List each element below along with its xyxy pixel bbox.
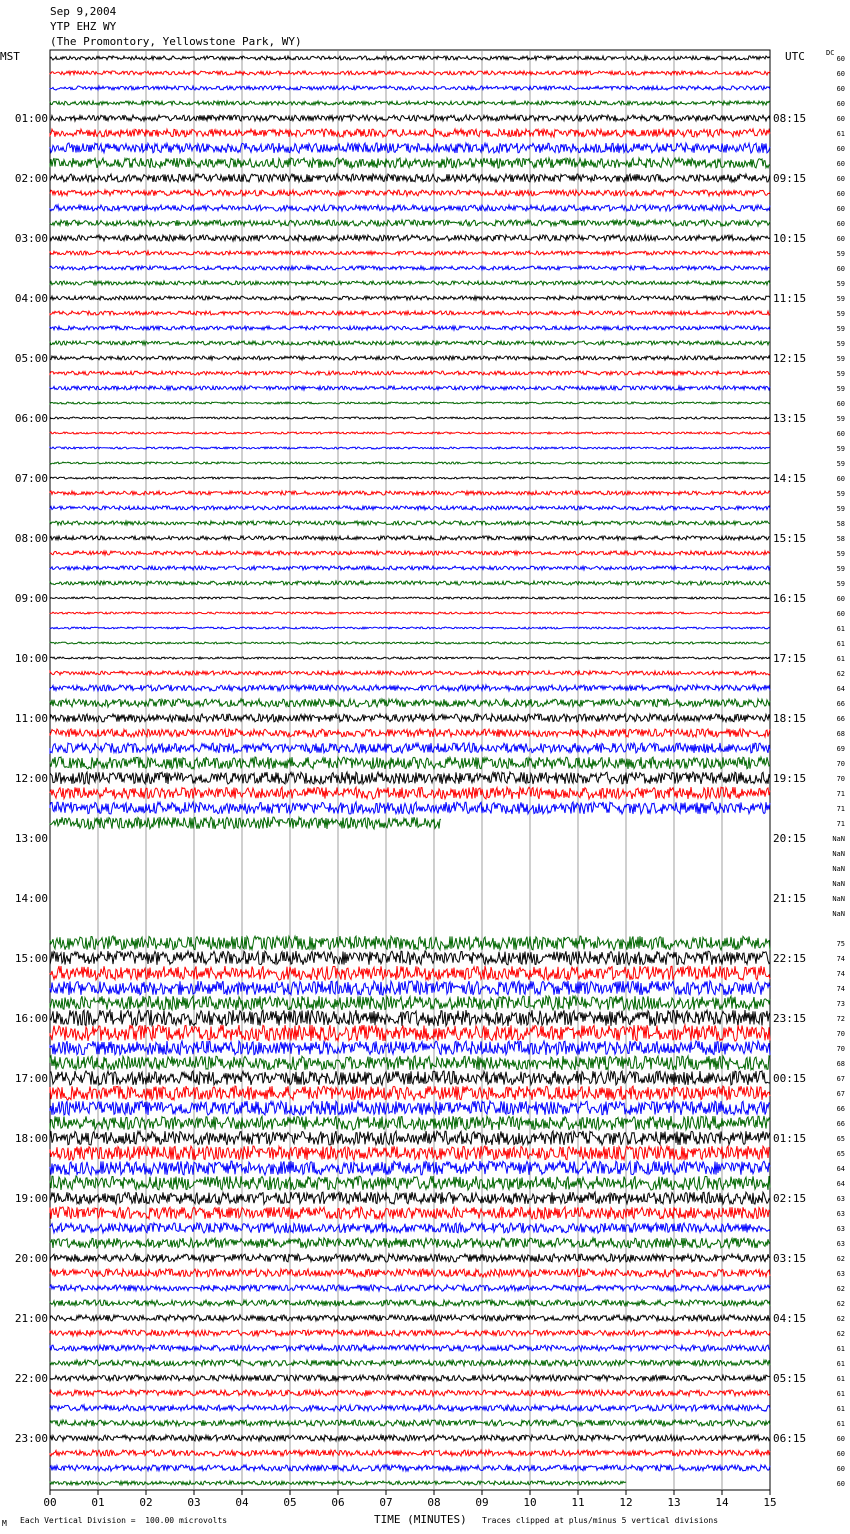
trace-line <box>50 326 770 330</box>
right-hour-label: 22:15 <box>773 952 807 965</box>
dc-value: 60 <box>836 595 845 603</box>
x-axis-ticks <box>43 1490 776 1509</box>
trace-line <box>50 477 770 479</box>
dc-value: 63 <box>836 1240 845 1248</box>
right-hour-label: 09:15 <box>773 172 807 185</box>
dc-value: 65 <box>836 1150 845 1158</box>
dc-value: 63 <box>836 1210 845 1218</box>
trace-line <box>50 581 770 585</box>
dc-value: 60 <box>836 175 845 183</box>
dc-value: 58 <box>836 520 845 528</box>
right-hour-label: 21:15 <box>773 892 807 905</box>
dc-value: 59 <box>836 580 845 588</box>
dc-value: 73 <box>836 1000 845 1008</box>
dc-value: 67 <box>836 1075 845 1083</box>
right-hour-label: 01:15 <box>773 1132 807 1145</box>
dc-value: 69 <box>836 745 845 753</box>
dc-value: 60 <box>836 1435 845 1443</box>
right-hour-label: 04:15 <box>773 1312 807 1325</box>
dc-value: 61 <box>836 625 845 633</box>
trace-line <box>50 657 770 659</box>
trace-line <box>50 1405 770 1411</box>
dc-value: 60 <box>836 70 845 78</box>
dc-value: 59 <box>836 550 845 558</box>
dc-value: 59 <box>836 460 845 468</box>
dc-value: 68 <box>836 1060 845 1068</box>
dc-value: 59 <box>836 490 845 498</box>
dc-value: 59 <box>836 280 845 288</box>
trace-line <box>50 699 770 707</box>
dc-value: 59 <box>836 325 845 333</box>
trace-line <box>50 462 770 464</box>
footer-mark: M <box>2 1519 7 1528</box>
scale-note: Each Vertical Division = 100.00 microvolts <box>20 1516 228 1525</box>
dc-value: 61 <box>836 1390 845 1398</box>
dc-value: 66 <box>836 1105 845 1113</box>
trace-line <box>50 1360 770 1366</box>
dc-value: 66 <box>836 715 845 723</box>
right-hour-label: 13:15 <box>773 412 807 425</box>
dc-value: 60 <box>836 610 845 618</box>
trace-line <box>50 371 770 375</box>
trace-line <box>50 996 770 1010</box>
trace-line <box>50 1238 770 1248</box>
trace-line <box>50 174 770 182</box>
dc-value: 66 <box>836 1120 845 1128</box>
left-hour-label: 02:00 <box>14 172 48 185</box>
trace-line <box>50 1330 770 1336</box>
dc-value: 58 <box>836 535 845 543</box>
dc-value: 70 <box>836 760 845 768</box>
date-label: Sep 9,2004 <box>50 5 117 18</box>
dc-value: 64 <box>836 1180 845 1188</box>
trace-line <box>50 56 770 60</box>
trace-line <box>50 506 770 510</box>
dc-value: 70 <box>836 1045 845 1053</box>
right-hour-label: 14:15 <box>773 472 807 485</box>
trace-line <box>50 1300 770 1306</box>
x-tick-label: 09 <box>475 1496 489 1509</box>
left-hour-label: 14:00 <box>14 892 48 905</box>
left-hour-label: 10:00 <box>14 652 48 665</box>
right-hour-label: 10:15 <box>773 232 807 245</box>
left-hour-label: 09:00 <box>14 592 48 605</box>
right-hour-label: 20:15 <box>773 832 807 845</box>
trace-line <box>50 1056 770 1070</box>
dc-value: 70 <box>836 1030 845 1038</box>
dc-value: 59 <box>836 310 845 318</box>
trace-line <box>50 143 770 153</box>
trace-line <box>50 1071 770 1085</box>
left-hour-label: 06:00 <box>14 412 48 425</box>
dc-value: NaN <box>832 910 845 918</box>
dc-value: 63 <box>836 1195 845 1203</box>
trace-line <box>50 311 770 315</box>
dc-value: 60 <box>836 85 845 93</box>
dc-value: 59 <box>836 355 845 363</box>
right-hour-label: 18:15 <box>773 712 807 725</box>
right-hour-label: 23:15 <box>773 1012 807 1025</box>
dc-value: 74 <box>836 955 845 963</box>
trace-line <box>50 190 770 196</box>
trace-line <box>50 1435 770 1441</box>
trace-line <box>50 521 770 525</box>
dc-value: 60 <box>836 1480 845 1488</box>
x-tick-label: 01 <box>91 1496 105 1509</box>
dc-value: 65 <box>836 1135 845 1143</box>
trace-line <box>50 757 770 769</box>
trace-line <box>50 671 770 675</box>
right-hour-label: 00:15 <box>773 1072 807 1085</box>
trace-line <box>50 1269 770 1277</box>
dc-value: 61 <box>836 1405 845 1413</box>
trace-line <box>50 71 770 75</box>
right-hour-label: 06:15 <box>773 1432 807 1445</box>
trace-line <box>50 981 770 995</box>
left-hour-label: 21:00 <box>14 1312 48 1325</box>
dc-value: 60 <box>836 190 845 198</box>
dc-value: 71 <box>836 820 845 828</box>
dc-value: 63 <box>836 1270 845 1278</box>
dc-value: 60 <box>836 400 845 408</box>
dc-value: 72 <box>836 1015 845 1023</box>
dc-value: 64 <box>836 1165 845 1173</box>
dc-value: 62 <box>836 1285 845 1293</box>
right-timezone-label: UTC <box>785 50 805 63</box>
trace-line <box>50 642 770 644</box>
x-tick-label: 13 <box>667 1496 681 1509</box>
left-hour-label: 05:00 <box>14 352 48 365</box>
dc-value: 59 <box>836 295 845 303</box>
dc-value: 60 <box>836 430 845 438</box>
dc-value: 59 <box>836 250 845 258</box>
dc-value: NaN <box>832 835 845 843</box>
trace-line <box>50 1086 770 1100</box>
trace-line <box>50 566 770 570</box>
dc-value: 71 <box>836 805 845 813</box>
dc-value: NaN <box>832 865 845 873</box>
dc-value: 60 <box>836 100 845 108</box>
right-hour-label: 03:15 <box>773 1252 807 1265</box>
trace-line <box>50 1285 770 1291</box>
left-hour-label: 15:00 <box>14 952 48 965</box>
left-hour-label: 18:00 <box>14 1132 48 1145</box>
dc-value: 61 <box>836 1420 845 1428</box>
trace-line <box>50 281 770 285</box>
trace-line <box>50 447 770 449</box>
left-hour-label: 22:00 <box>14 1372 48 1385</box>
location-label: (The Promontory, Yellowstone Park, WY) <box>50 35 302 48</box>
dc-value: 59 <box>836 415 845 423</box>
trace-line <box>50 743 770 753</box>
trace-line <box>50 936 770 950</box>
dc-value: 59 <box>836 385 845 393</box>
dc-value: 62 <box>836 1315 845 1323</box>
trace-line <box>50 1223 770 1233</box>
trace-line <box>50 1207 770 1219</box>
dc-value: NaN <box>832 880 845 888</box>
trace-line <box>50 817 441 829</box>
x-tick-label: 04 <box>235 1496 249 1509</box>
trace-line <box>50 627 770 629</box>
left-hour-label: 01:00 <box>14 112 48 125</box>
trace-line <box>50 341 770 345</box>
trace-line <box>50 417 770 419</box>
dc-value: 75 <box>836 940 845 948</box>
left-hour-label: 07:00 <box>14 472 48 485</box>
dc-value: 63 <box>836 1225 845 1233</box>
left-hour-label: 13:00 <box>14 832 48 845</box>
trace-line <box>50 536 770 540</box>
dc-value: 61 <box>836 1375 845 1383</box>
trace-line <box>50 772 770 784</box>
dc-value: 60 <box>836 145 845 153</box>
dc-value: 60 <box>836 220 845 228</box>
left-hour-label: 12:00 <box>14 772 48 785</box>
left-hour-label: 16:00 <box>14 1012 48 1025</box>
trace-line <box>50 714 770 722</box>
x-tick-label: 07 <box>379 1496 393 1509</box>
dc-value: NaN <box>832 850 845 858</box>
station-label: YTP EHZ WY <box>50 20 117 33</box>
left-hour-label: 11:00 <box>14 712 48 725</box>
trace-line <box>50 1010 770 1026</box>
trace-line <box>50 1176 770 1190</box>
dc-value: 60 <box>836 235 845 243</box>
dc-value: 59 <box>836 505 845 513</box>
trace-line <box>50 205 770 211</box>
trace-line <box>50 356 770 360</box>
trace-line <box>50 115 770 121</box>
x-tick-label: 06 <box>331 1496 345 1509</box>
dc-value: 61 <box>836 130 845 138</box>
dc-value: 64 <box>836 685 845 693</box>
trace-line <box>50 266 770 270</box>
dc-value: 59 <box>836 370 845 378</box>
trace-line <box>50 1345 770 1351</box>
trace-line <box>50 966 770 980</box>
dc-value: 62 <box>836 1300 845 1308</box>
trace-line <box>50 1101 770 1115</box>
trace-line <box>50 1146 770 1160</box>
trace-line <box>50 685 770 691</box>
trace-line <box>50 1465 770 1471</box>
x-tick-label: 05 <box>283 1496 297 1509</box>
dc-value: 60 <box>836 115 845 123</box>
trace-line <box>50 1192 770 1204</box>
x-tick-label: 12 <box>619 1496 633 1509</box>
x-tick-label: 14 <box>715 1496 729 1509</box>
dc-value: 61 <box>836 1360 845 1368</box>
right-hour-label: 12:15 <box>773 352 807 365</box>
right-hour-label: 05:15 <box>773 1372 807 1385</box>
left-hour-label: 19:00 <box>14 1192 48 1205</box>
trace-line <box>50 1116 770 1130</box>
trace-line <box>50 1420 770 1426</box>
x-tick-label: 11 <box>571 1496 585 1509</box>
trace-line <box>50 432 770 434</box>
x-tick-label: 08 <box>427 1496 441 1509</box>
dc-value: 60 <box>836 1450 845 1458</box>
trace-line <box>50 729 770 737</box>
right-hour-label: 17:15 <box>773 652 807 665</box>
dc-value: NaN <box>832 895 845 903</box>
dc-value: 68 <box>836 730 845 738</box>
trace-line <box>50 1315 770 1321</box>
right-hour-label: 02:15 <box>773 1192 807 1205</box>
left-hour-label: 08:00 <box>14 532 48 545</box>
trace-line <box>50 101 770 105</box>
trace-line <box>50 220 770 226</box>
trace-line <box>50 1450 770 1456</box>
dc-value: 66 <box>836 700 845 708</box>
trace-line <box>50 551 770 555</box>
dc-value: 74 <box>836 985 845 993</box>
trace-line <box>50 402 770 404</box>
dc-value: 61 <box>836 640 845 648</box>
trace-line <box>50 1390 770 1396</box>
left-hour-label: 04:00 <box>14 292 48 305</box>
dc-label: DC <box>826 49 835 57</box>
left-hour-label: 23:00 <box>14 1432 48 1445</box>
dc-value: 67 <box>836 1090 845 1098</box>
x-tick-label: 03 <box>187 1496 201 1509</box>
trace-line <box>50 802 770 814</box>
trace-line <box>50 1041 770 1055</box>
trace-line <box>50 235 770 241</box>
trace-line <box>50 86 770 90</box>
dc-value: 60 <box>836 265 845 273</box>
trace-line <box>50 1131 770 1145</box>
left-hour-label: 17:00 <box>14 1072 48 1085</box>
x-tick-label: 15 <box>763 1496 777 1509</box>
dc-value: 61 <box>836 1345 845 1353</box>
dc-value: 70 <box>836 775 845 783</box>
left-timezone-label: MST <box>0 50 20 63</box>
dc-value: 74 <box>836 970 845 978</box>
trace-line <box>50 612 770 614</box>
trace-line <box>50 597 770 599</box>
dc-value: 60 <box>836 55 845 63</box>
dc-value: 62 <box>836 1330 845 1338</box>
dc-value: 59 <box>836 340 845 348</box>
trace-line <box>50 1254 770 1262</box>
x-axis-title: TIME (MINUTES) <box>374 1513 467 1526</box>
right-hour-label: 19:15 <box>773 772 807 785</box>
dc-value: 60 <box>836 205 845 213</box>
dc-value: 60 <box>836 1465 845 1473</box>
trace-line <box>50 1025 770 1041</box>
trace-line <box>50 296 770 300</box>
trace-line <box>50 386 770 390</box>
dc-value: 60 <box>836 475 845 483</box>
right-hour-label: 16:15 <box>773 592 807 605</box>
right-hour-label: 08:15 <box>773 112 807 125</box>
trace-line <box>50 1375 770 1381</box>
seismic-traces <box>50 56 770 1485</box>
dc-value: 59 <box>836 445 845 453</box>
left-hour-label: 20:00 <box>14 1252 48 1265</box>
trace-line <box>50 787 770 799</box>
dc-value: 60 <box>836 160 845 168</box>
trace-line <box>50 951 770 965</box>
x-tick-label: 00 <box>43 1496 57 1509</box>
dc-offset-values <box>832 55 845 1488</box>
right-hour-label: 15:15 <box>773 532 807 545</box>
clip-note: Traces clipped at plus/minus 5 vertical divisions <box>482 1516 719 1525</box>
trace-line <box>50 1161 770 1175</box>
dc-value: 62 <box>836 1255 845 1263</box>
dc-value: 62 <box>836 670 845 678</box>
right-hour-label: 11:15 <box>773 292 807 305</box>
dc-value: 59 <box>836 565 845 573</box>
trace-line <box>50 251 770 255</box>
trace-line <box>50 158 770 168</box>
dc-value: 71 <box>836 790 845 798</box>
x-tick-label: 10 <box>523 1496 537 1509</box>
x-tick-label: 02 <box>139 1496 153 1509</box>
left-hour-label: 03:00 <box>14 232 48 245</box>
trace-line <box>50 491 770 495</box>
dc-value: 61 <box>836 655 845 663</box>
trace-line <box>50 129 770 137</box>
